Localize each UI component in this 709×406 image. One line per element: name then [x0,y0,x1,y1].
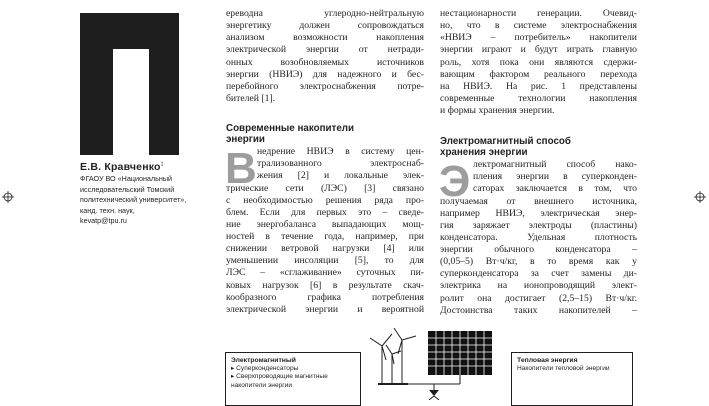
author-affiliation-line: ФГАОУ ВО «Национальный [80,174,173,183]
figure-list-item: накопители энергии [231,381,293,389]
drop-cap: Э [439,157,471,206]
text-line: энергии обычного конденсатора – [440,244,637,256]
text-line: ностей в течение года, например, при [226,231,424,243]
author-email: kevatp@tpu.ru [80,216,127,225]
text-line: лектромагнитный способ нако- [473,159,637,170]
text-line: (0,05–5) Вт·ч/кг, в то время как у [440,256,637,268]
figure-box-title: Тепловая энергия [517,357,578,364]
text-line: энергетику должен сопровождаться [226,20,424,32]
text-line: онных возобновляемых источников [226,56,424,68]
text-line: жения [2] и локальные элек- [257,170,424,182]
author-affiliation-line: канд. техн. наук, [80,205,135,215]
text-line: бителей [1]. [226,92,276,104]
text-line: ролит она достигает (2,5–15) Вт·ч/кг. [440,292,637,304]
text-line: гия заряжает электроды (пластины) [440,219,637,231]
text-line: «НВИЭ – потребитель» накопители [440,32,637,44]
text-line: на НВИЭ. На рис. 1 представлены [440,80,637,92]
registration-mark-icon [694,191,706,203]
column2-body-wrap [473,159,637,195]
text-line: суперконденсатора за счет замены ди- [440,268,637,280]
text-line: блем. Если для первых это – сведе- [226,206,424,218]
text-line: например НВИЭ, электрическая энер- [440,207,637,219]
registration-mark-icon [2,191,14,203]
column1-body-paragraph [226,183,424,317]
figure-box-thermal [511,352,633,406]
text-line: ЛЭС – «сглаживание» суточных пи- [226,267,424,279]
text-line: с необходимостью решения ряда про- [226,194,424,206]
text-line: недрение НВИЭ в систему цен- [257,146,424,157]
author-affiliation-line: исследовательский Томский [80,184,175,194]
column1-body-wrap [257,146,424,182]
figure-box-text: Накопители тепловой энергии [517,365,610,372]
text-line: трические сети (ЛЭС) [3] связано [226,182,424,194]
text-line: энергии играют и будут играть главную [440,44,637,56]
text-line: электрика на ионопроводящий элект- [440,280,637,292]
text-line: вающим фактором реального перехода [440,68,637,80]
author-portrait [80,13,179,155]
figure-list-item: ▸ Сверхпроводящие магнитные [231,373,328,381]
text-line: энергии (НВИЭ) для надежного и бес- [226,68,424,80]
text-line: ние энергобаланса выпадающих мощ- [226,218,424,230]
text-line: роль, хотя пока они являются сдержи- [440,56,637,68]
author-name: Е.В. Кравченко$^1$ [80,161,164,173]
text-line: трализованного электроснаб- [257,158,424,170]
text-line: получаемая от внешнего источника, [440,195,637,207]
text-line: пления энергии в суперконден- [473,171,637,183]
text-line: нестационарности генерации. Очевид- [440,8,637,19]
text-line: кообразного графика потребления [226,291,424,303]
figure-list-item: ▸ Суперконденсаторы [231,365,299,372]
drop-cap: В [225,144,257,193]
text-line: конденсатора. Удельная плотность [440,231,637,243]
text-line: перебойного электроснабжения потре- [226,80,424,92]
figure-box-electromagnetic [225,352,361,406]
text-line: саторах заключается в том, что [473,183,637,195]
column2-body-paragraph [440,196,637,317]
column2-intro-paragraph [440,8,637,117]
column1-intro-paragraph [226,8,424,105]
section-heading: Электромагнитный способ хранения энергии [440,136,571,158]
text-line: электрической энергии от нетради- [226,44,424,56]
text-line: и формы хранения энергии. [440,105,555,117]
text-line: снижении ветровой нагрузки [4] или [226,243,424,255]
figure-box-title: Электромагнитный [231,357,296,364]
connector-arrow-icon [398,374,478,400]
author-affiliation-line: политехнический университет», [80,195,187,204]
section-heading: Современные накопители энергии [226,123,355,145]
text-line: уменьшении инсоляции [5], то для [226,255,424,267]
text-line: Достоинства таких накопителей – [440,304,637,316]
text-line: современные технологии накопления [440,92,637,104]
text-line: электрической энергии и вероятной [226,303,424,315]
text-line: ереводна углеродно-нейтральную [226,8,424,19]
text-line: анализом возможности накопления [226,32,424,44]
solar-panel-icon [428,331,492,375]
text-line: но, что в системе электроснабжения [440,20,637,32]
text-line: ковых нагрузок [6] в результате скач- [226,279,424,291]
